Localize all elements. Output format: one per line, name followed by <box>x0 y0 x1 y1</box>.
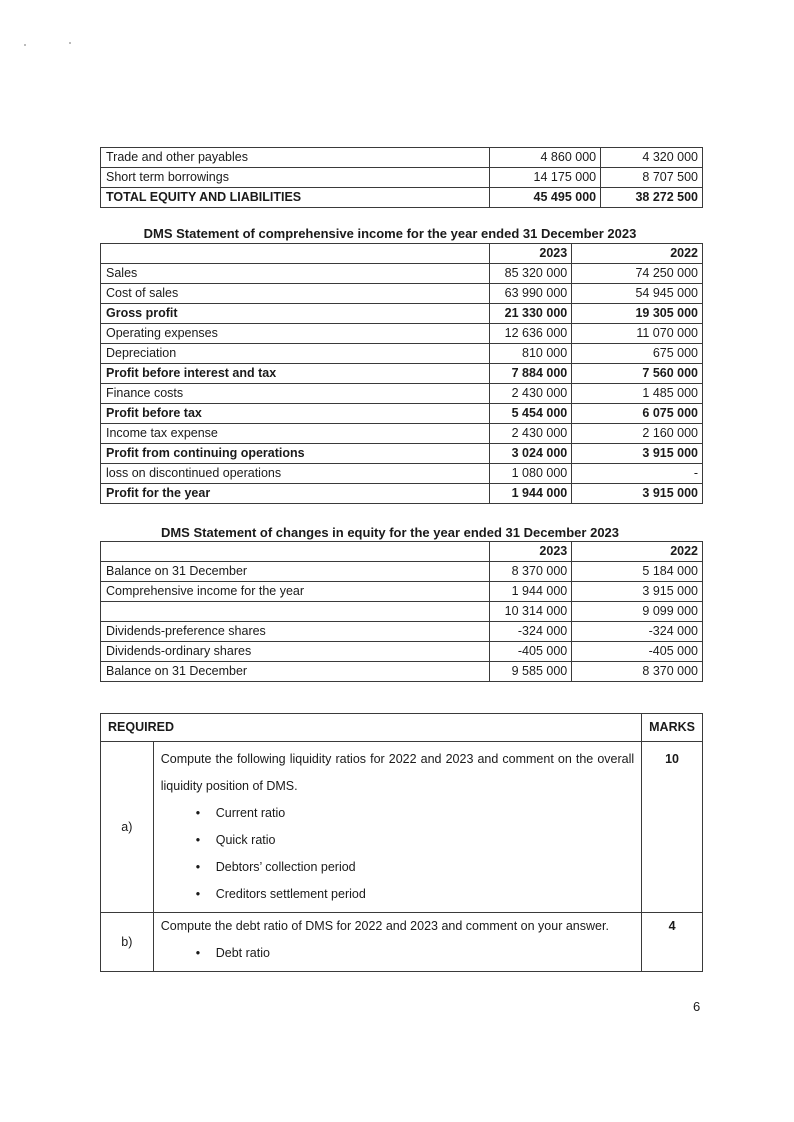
table-row <box>101 622 703 642</box>
question-part-label: a) <box>101 742 154 913</box>
value-2022: 11 070 000 <box>572 324 703 344</box>
header-blank <box>101 244 490 264</box>
value-2022: 1 485 000 <box>572 384 703 404</box>
value-2023: 10 314 000 <box>490 602 572 622</box>
value-2023: 12 636 000 <box>490 324 572 344</box>
table-row <box>101 562 703 582</box>
changes-in-equity-title: DMS Statement of changes in equity for the year ended 31 December 2023 <box>160 525 620 540</box>
value-2023: 63 990 000 <box>490 284 572 304</box>
header-2022: 2022 <box>572 542 703 562</box>
value-2023: 1 944 000 <box>490 582 572 602</box>
list-item: • Debt ratio <box>196 940 634 967</box>
row-label: Profit from continuing operations <box>101 444 490 464</box>
table-row <box>101 324 703 344</box>
value-2022: 8 707 500 <box>601 168 703 188</box>
row-label: Operating expenses <box>101 324 490 344</box>
question-row <box>101 913 703 972</box>
value-2022: 9 099 000 <box>572 602 703 622</box>
value-2022: 54 945 000 <box>572 284 703 304</box>
scan-speck <box>24 44 26 46</box>
scan-speck <box>69 42 71 44</box>
table-row-total <box>101 188 703 208</box>
row-label: Dividends-ordinary shares <box>101 642 490 662</box>
value-2022: 3 915 000 <box>572 484 703 504</box>
value-2022: 8 370 000 <box>572 662 703 682</box>
table-row <box>101 424 703 444</box>
value-2023: 14 175 000 <box>490 168 601 188</box>
value-2022: 5 184 000 <box>572 562 703 582</box>
row-label: Profit before interest and tax <box>101 364 490 384</box>
value-2022: 3 915 000 <box>572 582 703 602</box>
header-2023: 2023 <box>490 244 572 264</box>
value-2023: 810 000 <box>490 344 572 364</box>
header-blank <box>101 542 490 562</box>
list-item: • Creditors settlement period <box>196 881 634 908</box>
question-marks: 4 <box>642 913 703 972</box>
value-2023: 2 430 000 <box>490 424 572 444</box>
value-2023: 8 370 000 <box>490 562 572 582</box>
header-row <box>101 542 703 562</box>
value-2022: 4 320 000 <box>601 148 703 168</box>
balance-sheet-tail-table <box>100 147 703 208</box>
table-row <box>101 582 703 602</box>
page-number: 6 <box>693 999 701 1014</box>
value-2023: 2 430 000 <box>490 384 572 404</box>
table-row <box>101 602 703 622</box>
income-statement-table <box>100 243 703 504</box>
question-text: Compute the following liquidity ratios for 2022 and 2023 and comment on the overall liquidity position of DMS. <box>160 752 635 793</box>
value-2023: 3 024 000 <box>490 444 572 464</box>
table-row-subtotal <box>101 304 703 324</box>
changes-in-equity-table <box>100 541 703 682</box>
table-row <box>101 384 703 404</box>
row-label: Finance costs <box>101 384 490 404</box>
row-label: Depreciation <box>101 344 490 364</box>
value-2022: 3 915 000 <box>572 444 703 464</box>
row-label: Dividends-preference shares <box>101 622 490 642</box>
ratio-list <box>161 940 634 967</box>
value-2022: - <box>572 464 703 484</box>
table-row <box>101 284 703 304</box>
question-text: Compute the debt ratio of DMS for 2022 and 2023 and comment on your answer. <box>160 919 609 933</box>
value-2023: 1 944 000 <box>490 484 572 504</box>
row-label: Trade and other payables <box>101 148 490 168</box>
income-statement-title: DMS Statement of comprehensive income for the year ended 31 December 2023 <box>143 226 637 241</box>
question-part-label: b) <box>101 913 154 972</box>
value-2022: 7 560 000 <box>572 364 703 384</box>
table-row <box>101 148 703 168</box>
value-2023: 21 330 000 <box>490 304 572 324</box>
question-marks: 10 <box>642 742 703 913</box>
row-label: Profit for the year <box>101 484 490 504</box>
question-body <box>153 913 641 972</box>
value-2022: 38 272 500 <box>601 188 703 208</box>
table-row-subtotal <box>101 364 703 384</box>
table-row <box>101 464 703 484</box>
row-label: TOTAL EQUITY AND LIABILITIES <box>101 188 490 208</box>
row-label: Gross profit <box>101 304 490 324</box>
value-2022: -405 000 <box>572 642 703 662</box>
row-label: Cost of sales <box>101 284 490 304</box>
value-2022: 19 305 000 <box>572 304 703 324</box>
value-2022: 675 000 <box>572 344 703 364</box>
table-row <box>101 168 703 188</box>
ratio-list <box>161 800 634 908</box>
row-label: Short term borrowings <box>101 168 490 188</box>
header-2023: 2023 <box>490 542 572 562</box>
required-header-row <box>101 714 703 742</box>
table-row <box>101 662 703 682</box>
table-row-total <box>101 484 703 504</box>
list-item: • Current ratio <box>196 800 634 827</box>
table-row <box>101 264 703 284</box>
value-2023: 7 884 000 <box>490 364 572 384</box>
value-2023: 85 320 000 <box>490 264 572 284</box>
value-2022: 74 250 000 <box>572 264 703 284</box>
value-2022: 6 075 000 <box>572 404 703 424</box>
value-2023: 45 495 000 <box>490 188 601 208</box>
marks-heading: MARKS <box>642 714 703 742</box>
required-table <box>100 713 703 972</box>
header-2022: 2022 <box>572 244 703 264</box>
table-row <box>101 344 703 364</box>
table-row <box>101 642 703 662</box>
question-row <box>101 742 703 913</box>
value-2023: 4 860 000 <box>490 148 601 168</box>
row-label: Balance on 31 December <box>101 562 490 582</box>
row-label: Income tax expense <box>101 424 490 444</box>
row-label: Balance on 31 December <box>101 662 490 682</box>
table-row-subtotal <box>101 444 703 464</box>
row-label: Comprehensive income for the year <box>101 582 490 602</box>
value-2023: 5 454 000 <box>490 404 572 424</box>
value-2023: -324 000 <box>490 622 572 642</box>
row-label <box>101 602 490 622</box>
table-row-subtotal <box>101 404 703 424</box>
value-2023: 9 585 000 <box>490 662 572 682</box>
list-item: • Debtors’ collection period <box>196 854 634 881</box>
question-body <box>153 742 641 913</box>
header-row <box>101 244 703 264</box>
row-label: Profit before tax <box>101 404 490 424</box>
value-2022: -324 000 <box>572 622 703 642</box>
value-2023: 1 080 000 <box>490 464 572 484</box>
value-2023: -405 000 <box>490 642 572 662</box>
row-label: Sales <box>101 264 490 284</box>
list-item: • Quick ratio <box>196 827 634 854</box>
value-2022: 2 160 000 <box>572 424 703 444</box>
row-label: loss on discontinued operations <box>101 464 490 484</box>
required-heading: REQUIRED <box>101 714 642 742</box>
